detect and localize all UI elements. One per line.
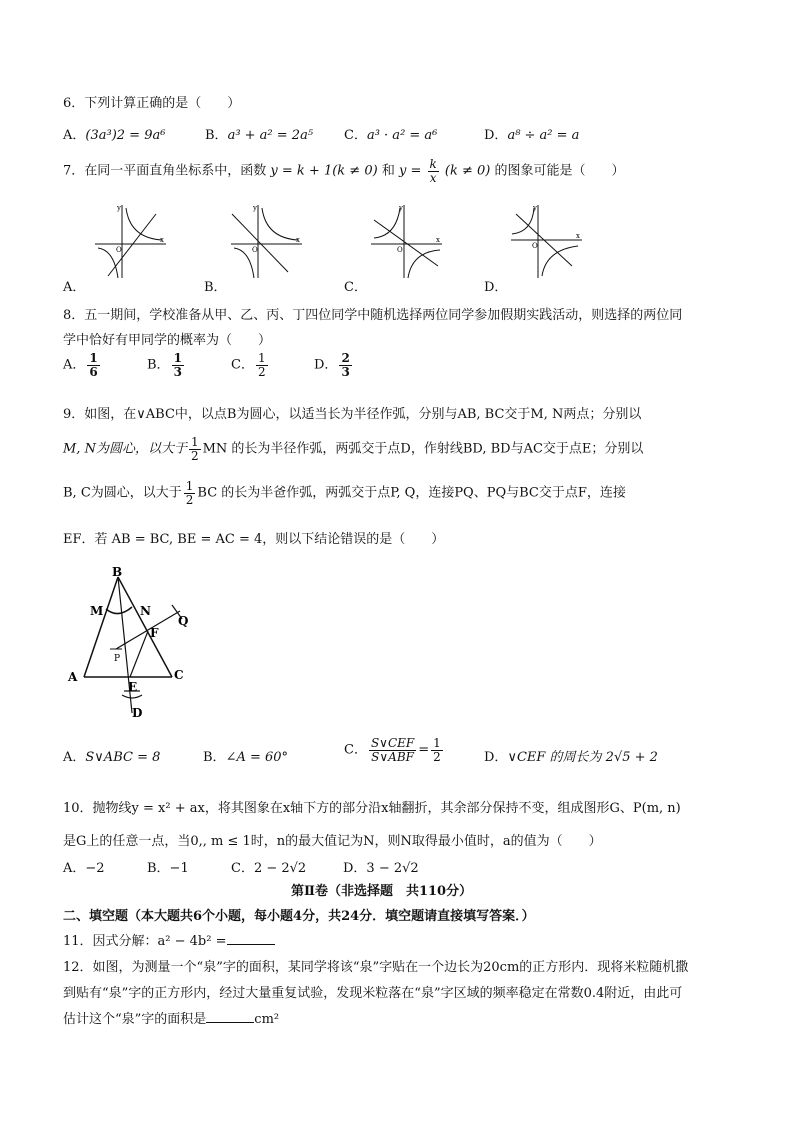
q8-line1: 8．五一期间，学校准备从甲、乙、丙、丁四位同学中随机选择两位同学参加假期实践活动，则选择的两位同 — [63, 308, 683, 323]
svg-text:B: B — [112, 565, 123, 579]
q9-line1: 9．如图，在∨ABC中，以点B为圆心，以适当长为半径作弧，分别与AB, BC交于M, N两点；分别以 — [63, 407, 642, 422]
q8-option-b: B． $\frac{1}{3}$ — [147, 351, 182, 379]
svg-text:P: P — [114, 654, 121, 664]
q7-graph-d — [506, 200, 586, 280]
svg-text:C: C — [174, 668, 184, 682]
q7-graph-b — [226, 200, 306, 280]
q11: 11．因式分解：a² − 4b² = — [63, 930, 275, 949]
q10-option-c: C．2 − 2√2 — [231, 861, 307, 876]
q9-option-c: C． $\frac{\text{S∨CEF}}{\text{S∨ABF}}$ = $\frac{1}{2}$ — [344, 736, 441, 764]
q12-line1: 12．如图，为测量一个“泉”字的面积，某同学将该“泉”字贴在一个边长为20cm的正方形内．现将米粒随机撒 — [63, 960, 689, 975]
q8-option-a: A． $\frac{1}{6}$ — [63, 351, 98, 379]
q7-fraction: $\frac{k}{x}$ — [429, 157, 437, 185]
q7-option-a: A． — [63, 280, 86, 295]
svg-text:O: O — [397, 246, 403, 254]
q12-line2: 到贴有“泉”字的正方形内，经过大量重复试验，发现米粒落在“泉”字区域的频率稳定在常数0.4附近，由此可 — [63, 986, 683, 1001]
q10-option-d: D．3 − 2√2 — [343, 861, 419, 876]
svg-text:F: F — [150, 626, 159, 640]
svg-text:y: y — [399, 204, 403, 212]
section2-title: 二、填空题（本大题共6个小题，每小题4分，共24分．填空题请直接填写答案．） — [63, 909, 535, 924]
q11-answer-blank — [227, 932, 275, 945]
q7-option-c: C． — [344, 280, 367, 295]
svg-text:y: y — [253, 204, 257, 212]
svg-text:D: D — [132, 706, 143, 720]
q6-stem: 6．下列计算正确的是（ ） — [63, 96, 241, 111]
svg-text:M: M — [90, 604, 104, 618]
svg-text:y: y — [117, 204, 121, 212]
q10-line2: 是G上的任意一点，当0,, m ≤ 1时，n的最大值记为N，则N取得最小值时，a的值为（ ） — [63, 834, 602, 849]
q7-option-b: B． — [204, 280, 227, 295]
q10-line1: 10．抛物线y = x² + ax，将其图象在x轴下方的部分沿x轴翻折，其余部分保持不变，组成图形G、P(m, n) — [63, 801, 681, 816]
q9-line2: M, N为圆心，以大于 $\frac{1}{2}$ MN 的长为半径作弧，两弧交于点D，作射线BD, BD与AC交于点E；分别以 — [63, 435, 644, 463]
q8-option-d: D． $\frac{2}{3}$ — [314, 351, 350, 379]
svg-text:y: y — [533, 204, 537, 212]
q7-option-d: D． — [484, 280, 508, 295]
svg-text:Q: Q — [178, 614, 189, 628]
q6-option-a: A．(3a³)2 = 9a⁶ — [63, 128, 166, 143]
q12-line3: 估计这个“泉”字的面积是 cm² — [63, 1012, 280, 1027]
svg-text:N: N — [140, 604, 151, 618]
q10-option-b: B．−1 — [147, 861, 189, 876]
svg-text:x: x — [160, 236, 164, 244]
q9-option-b: B．∠A = 60° — [203, 750, 289, 765]
q7-graph-c — [366, 200, 446, 280]
svg-text:x: x — [436, 236, 440, 244]
part2-title: 第Ⅱ卷（非选择题 共110分） — [291, 884, 473, 899]
q9-triangle-figure — [62, 563, 202, 723]
q9-line3: B, C为圆心，以大于 $\frac{1}{2}$ BC 的长为半爸作弧，两弧交于点P, Q，连接PQ、PQ与BC交于点F，连接 — [63, 479, 626, 507]
q7-stem: 7．在同一平面直角坐标系中，函数 y = k + 1(k ≠ 0) 和 y = $\frac{k}{x}$ (k ≠ 0) 的图象可能是（ ） — [63, 157, 625, 185]
svg-text:E: E — [128, 680, 138, 694]
q9-option-d: D．∨CEF 的周长为 2√5 + 2 — [484, 750, 658, 765]
q6-option-d: D．a⁸ ÷ a² = a — [484, 128, 580, 143]
q6-option-b: B．a³ + a² = 2a⁵ — [205, 128, 314, 143]
q12-answer-blank — [206, 1010, 254, 1023]
q6-option-c: C．a³ · a² = a⁶ — [344, 128, 438, 143]
svg-text:x: x — [576, 232, 580, 240]
svg-text:O: O — [116, 246, 122, 254]
svg-text:A: A — [68, 670, 78, 684]
q7-graph-a — [90, 200, 170, 280]
svg-text:O: O — [252, 246, 258, 254]
svg-text:x: x — [296, 236, 300, 244]
q8-option-c: C． $\frac{1}{2}$ — [231, 351, 266, 379]
q9-line4: EF．若 AB = BC, BE = AC = 4，则以下结论错误的是（ ） — [63, 532, 445, 547]
q9-option-a: A．S∨ABC = 8 — [63, 750, 161, 765]
q10-option-a: A．−2 — [63, 861, 105, 876]
svg-text:O: O — [532, 242, 538, 250]
q8-line2: 学中恰好有甲同学的概率为（ ） — [63, 333, 272, 348]
